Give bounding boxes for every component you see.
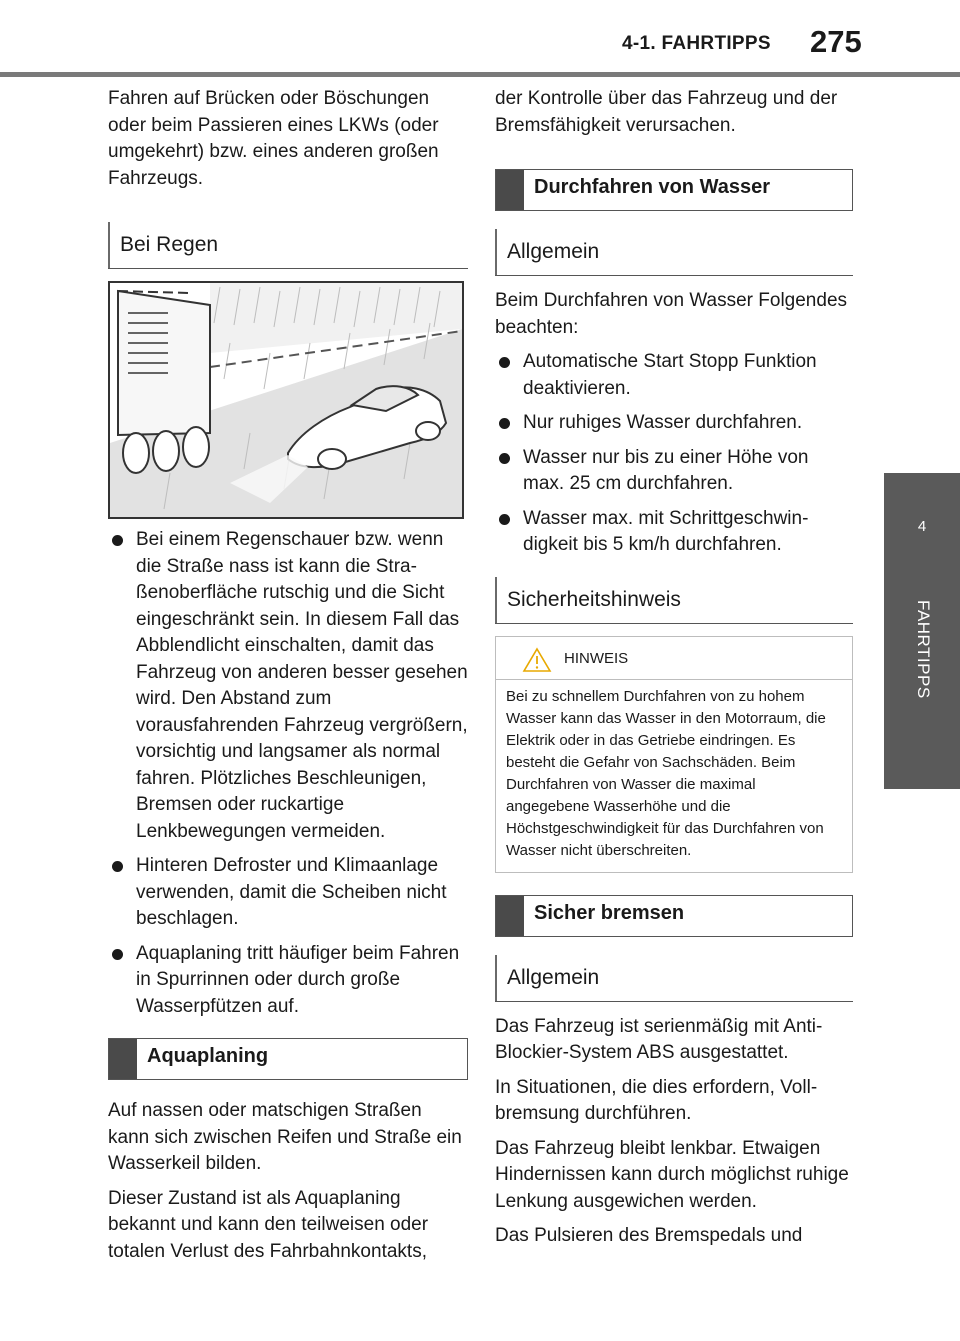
section-heading-aquaplaning xyxy=(108,1038,468,1080)
section-heading-brake-label: Sicher bremsen xyxy=(534,901,685,924)
section-marker-block xyxy=(496,170,524,210)
section-heading-aquaplaning-label: Aquaplaning xyxy=(147,1045,269,1067)
subheading-general-2-label: Allgemein xyxy=(507,965,600,989)
warning-triangle-icon xyxy=(522,647,552,673)
bullet-dot-icon xyxy=(112,535,123,546)
list-item: Wasser max. mit Schrittgeschwindigkeit bis 5 km/h durchfahren. xyxy=(495,506,853,559)
notice-header xyxy=(496,637,852,680)
water-bullet-list xyxy=(495,349,853,559)
bullet-dot-icon xyxy=(499,418,510,429)
rain-bullet-list xyxy=(108,527,468,1020)
bullet-dot-icon xyxy=(499,453,510,464)
subheading-rain xyxy=(108,222,468,269)
bullet-dot-icon xyxy=(499,514,510,525)
brake-paragraph-1: Das Fahrzeug ist serienmäßig mit Anti-Blockier-System ABS ausgestattet. xyxy=(495,1015,823,1063)
notice-box xyxy=(495,636,853,873)
subheading-safety-label: Sicherheitshinweis xyxy=(507,587,681,611)
brake-paragraph-3: Das Fahrzeug bleibt lenkbar. Etwaigen Hindernissen kann durch möglichst ruhige Lenkung ausgewichen werden. xyxy=(495,1137,849,1212)
section-marker-block xyxy=(109,1039,137,1079)
header-section-title: 4-1. FAHRTIPPS xyxy=(622,33,771,54)
chapter-tab-number: 4 xyxy=(917,518,927,535)
bullet-dot-icon xyxy=(499,357,510,368)
left-column xyxy=(108,86,468,1273)
intro-paragraph: Fahren auf Brücken oder Böschungen oder beim Passieren eines LKWs (oder umgekehrt) bzw. eines anderen großen Fahrzeugs. xyxy=(108,88,439,189)
page-number: 275 xyxy=(810,24,862,59)
subheading-general-label: Allgemein xyxy=(507,240,600,263)
water-intro: Beim Durchfahren von Wasser Folgendes beachten: xyxy=(495,290,848,338)
section-heading-water xyxy=(495,169,853,211)
notice-text: Bei zu schnellem Durchfahren von zu hohem Wasser kann das Wasser in den Motorraum, die Elektrik oder in das Getriebe eindringen. Es besteht die Gefahr von Sachschäden. Beim Durchfahren von Wasser die maximal angegebene Wasserhöhe und die Höchstgeschwindigkeit für das Durchfahren von Wasser nicht überschreiten. xyxy=(506,687,826,859)
aquaplaning-paragraph-2: Dieser Zustand ist als Aquaplaning bekannt und kann den teilweisen oder totalen Verlust des Fahrbahnkontakts, xyxy=(108,1187,429,1262)
list-item: Nur ruhiges Wasser durchfahren. xyxy=(495,410,853,437)
section-heading-water-label: Durchfahren von Wasser xyxy=(534,176,770,198)
header-rule xyxy=(0,72,960,77)
subheading-general xyxy=(495,229,853,276)
list-item: Hinteren Defroster und Klimaanlage verwenden, damit die Scheiben nicht beschlagen. xyxy=(108,853,468,933)
list-item: Bei einem Regenschauer bzw. wenn die Straße nass ist kann die Straßenoberfläche rutschig und die Sicht eingeschränkt sein. In diesem Fall das Abblendlicht einschalten, damit das Fahrzeug von anderen besser gesehen wird. Den Abstand zum vorausfahrenden Fahrzeug vergrößern, vorsichtig und langsamer als normal fahren. Plötzliches Beschleunigen, Bremsen oder ruckartige Lenkbewegungen vermeiden. xyxy=(108,527,468,845)
brake-paragraph-4: Das Pulsieren des Bremspedals und xyxy=(495,1225,803,1246)
rain-illustration xyxy=(108,281,464,519)
section-heading-brake xyxy=(495,895,853,937)
notice-label: HINWEIS xyxy=(564,649,629,667)
subheading-rain-label: Bei Regen xyxy=(120,233,219,256)
rain-driving-illustration xyxy=(110,283,462,517)
list-item: Aquaplaning tritt häufiger beim Fahren in Spurrinnen oder durch große Wasserpfützen auf. xyxy=(108,941,468,1021)
aquaplaning-paragraph-1: Auf nassen oder matschigen Straßen kann sich zwischen Reifen und Straße ein Wasserkeil bilden. xyxy=(108,1100,462,1174)
section-marker-block xyxy=(496,896,524,936)
brake-paragraph-2: In Situationen, die dies erfordern, Vollbremsung durchführen. xyxy=(495,1076,818,1124)
list-item: Wasser nur bis zu einer Höhe von max. 25 cm durchfahren. xyxy=(495,445,853,498)
subheading-safety xyxy=(495,577,853,624)
subheading-general-2 xyxy=(495,955,853,1002)
continued-paragraph: der Kontrolle über das Fahrzeug und der Bremsfähigkeit verursachen. xyxy=(495,88,838,136)
bullet-dot-icon xyxy=(112,949,123,960)
chapter-tab-label: FAHRTIPPS xyxy=(914,600,933,699)
right-column xyxy=(495,86,853,1258)
bullet-dot-icon xyxy=(112,861,123,872)
list-item: Automatische Start Stopp Funktion deaktivieren. xyxy=(495,349,853,402)
